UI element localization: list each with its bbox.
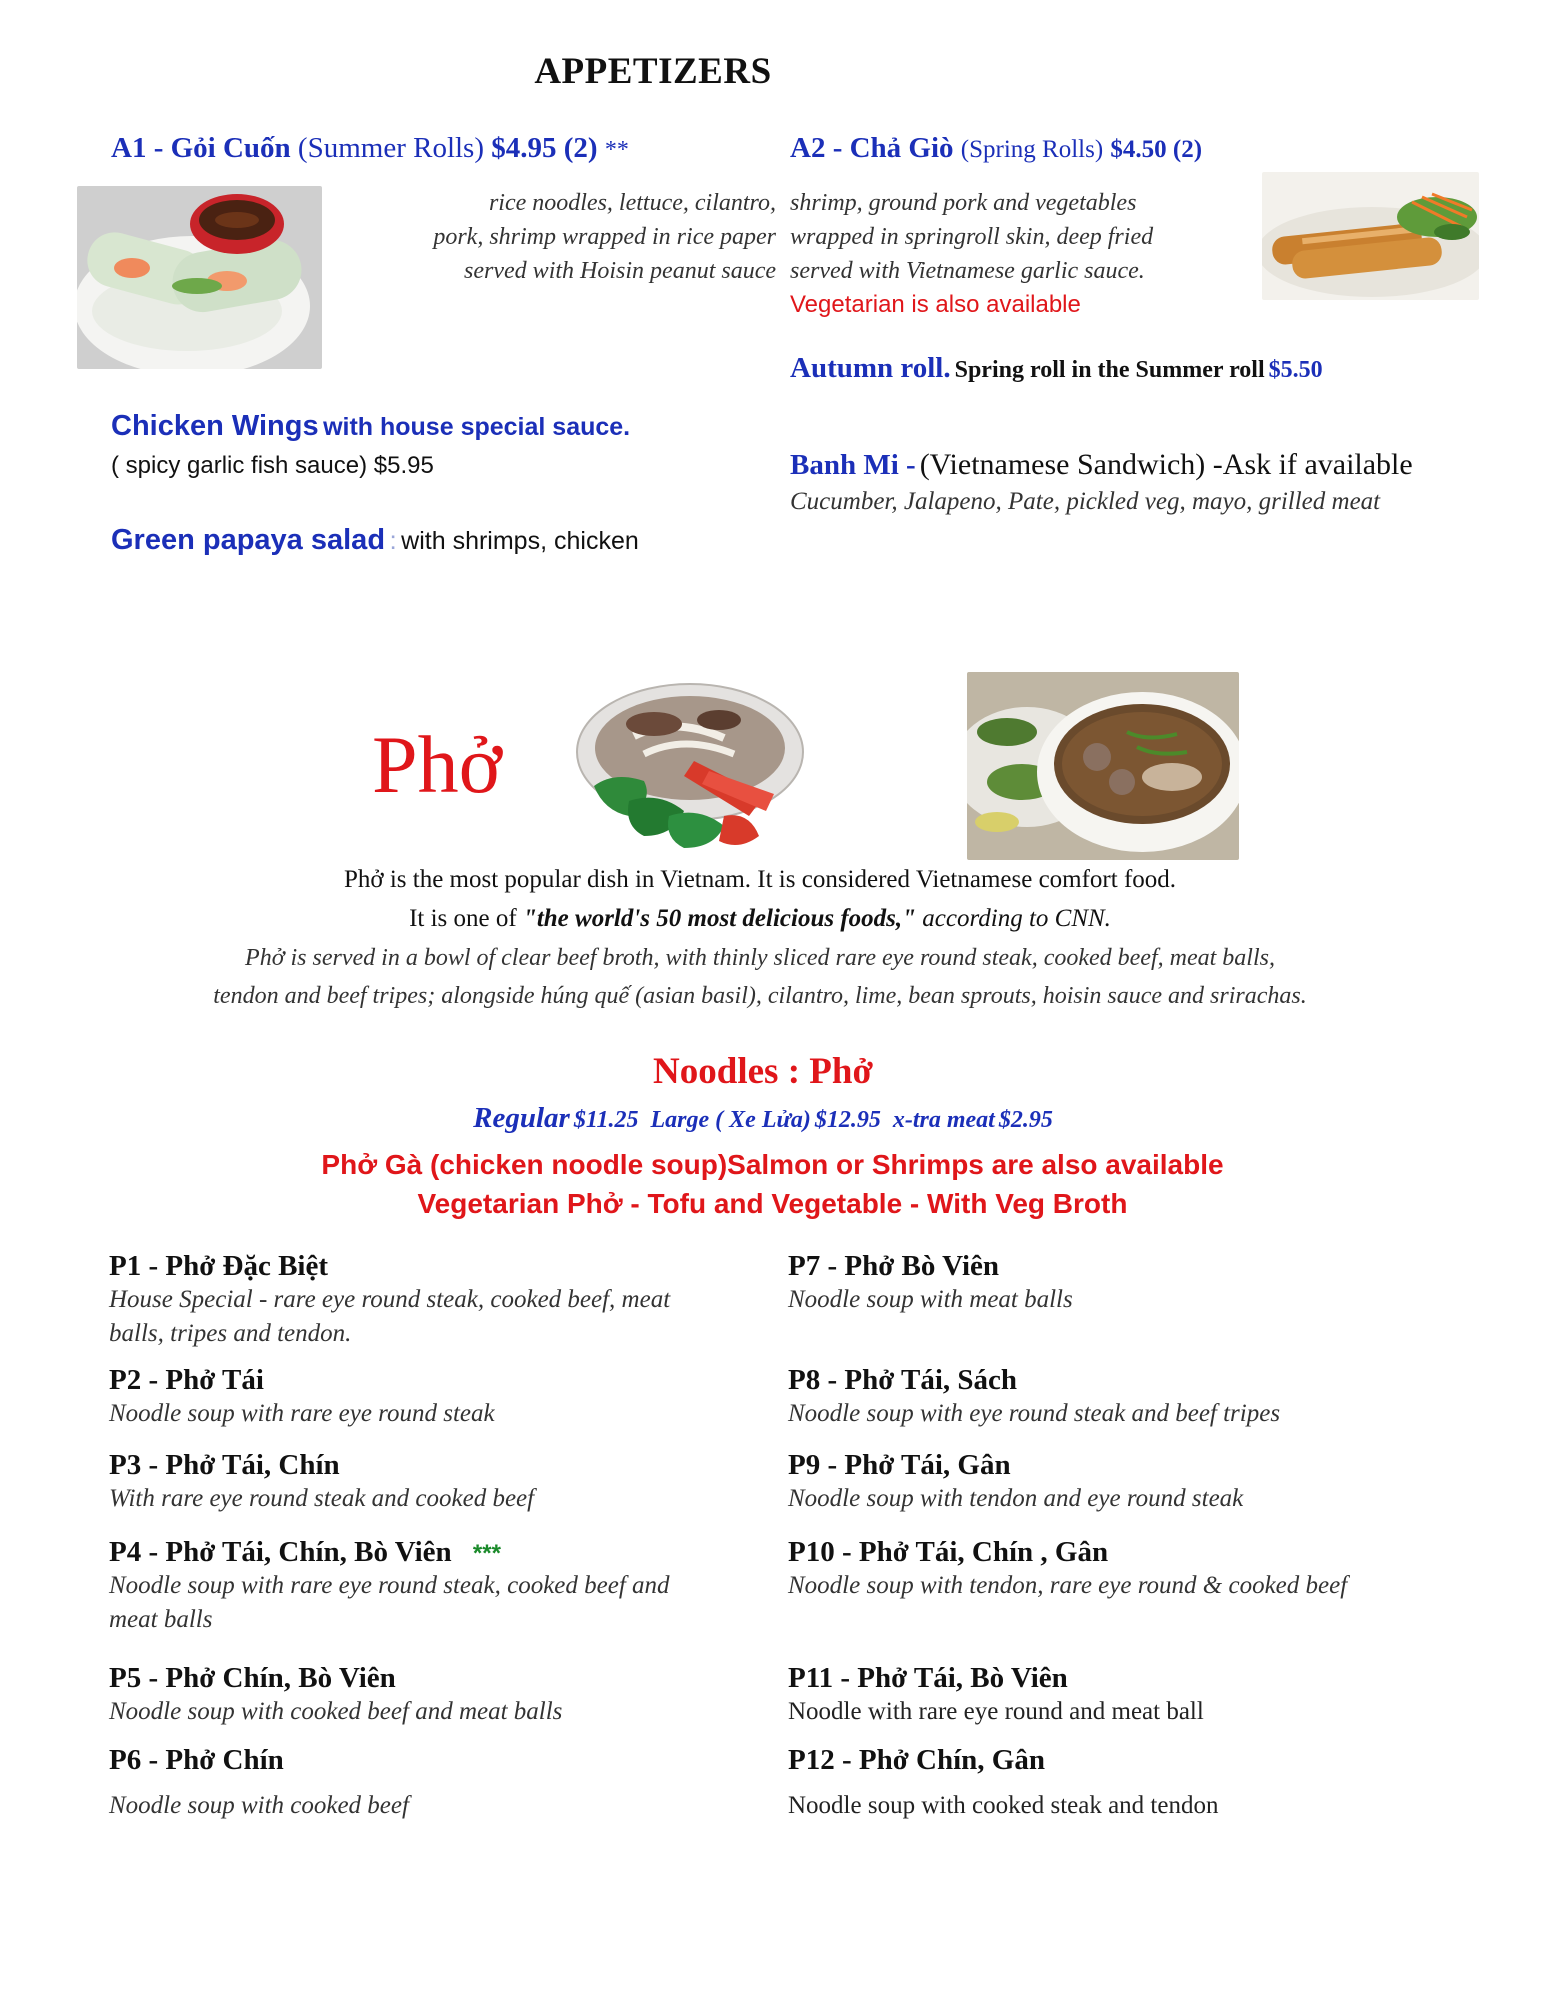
regular-label: Regular — [473, 1102, 570, 1134]
pho-intro-line-3: Phở is served in a bowl of clear beef broth, with thinly sliced rare eye round steak, cooked beef, meat balls, — [245, 945, 1275, 971]
menu-item-title: P7 - Phở Bò Viên — [788, 1250, 1000, 1282]
menu-item-p10 — [788, 1536, 1508, 1603]
menu-item-desc: Noodle soup with rare eye round steak, cooked beef and — [109, 1572, 670, 1599]
menu-item-title: P10 - Phở Tái, Chín , Gân — [788, 1536, 1109, 1568]
menu-item-p3 — [109, 1449, 749, 1516]
menu-item-desc: Noodle with rare eye round and meat ball — [788, 1698, 1204, 1725]
a1-desc-line: rice noodles, lettuce, cilantro, — [488, 190, 776, 216]
large-label: Large ( Xe Lửa) — [650, 1107, 811, 1133]
pho-intro-line-1: Phở is the most popular dish in Vietnam. It is considered Vietnamese comfort food. — [343, 866, 1177, 893]
menu-item-desc: Noodle soup with cooked steak and tendon — [788, 1792, 1219, 1819]
menu-item-title-text: P4 - Phở Tái, Chín, Bò Viên — [109, 1536, 452, 1568]
pho-intro-2-pre: It is one of — [409, 905, 517, 932]
menu-item-p5 — [109, 1662, 749, 1729]
summer-rolls-photo — [77, 186, 322, 369]
pho-intro-line-4: tendon and beef tripes; alongside húng quế (asian basil), cilantro, lime, bean sprouts, hoisin sauce and srirachas. — [213, 983, 1307, 1009]
chicken-wings-sauce: with house special sauce. — [323, 413, 631, 441]
spring-rolls-photo — [1262, 172, 1479, 300]
menu-item-title: P9 - Phở Tái, Gân — [788, 1449, 1011, 1481]
pho-heading: Phở — [372, 719, 502, 810]
menu-item-title: P11 - Phở Tái, Bò Viên — [788, 1662, 1068, 1694]
menu-item-desc: House Special - rare eye round steak, cooked beef, meat — [109, 1286, 671, 1313]
menu-item-p8 — [788, 1364, 1508, 1431]
regular-price: $11.25 — [573, 1107, 639, 1133]
pho-illustration — [574, 676, 806, 854]
menu-item-p4 — [109, 1536, 749, 1637]
pho-ga-note: Phở Gà (chicken noodle soup)Salmon or Shrimps are also available — [321, 1149, 1224, 1180]
a1-desc-line: pork, shrimp wrapped in rice paper — [433, 224, 776, 250]
menu-item-desc: meat balls — [109, 1606, 213, 1633]
banh-mi-name: Banh Mi - — [790, 449, 916, 481]
pho-pricing — [0, 1102, 1526, 1135]
menu-item-desc: Noodle soup with rare eye round steak — [109, 1400, 495, 1427]
menu-item-title: P3 - Phở Tái, Chín — [109, 1449, 340, 1481]
banh-mi-item — [790, 448, 1413, 482]
a1-code: A1 - Gỏi Cuốn — [111, 132, 291, 164]
menu-item-title: P12 - Phở Chín, Gân — [788, 1744, 1045, 1776]
menu-item-title: P6 - Phở Chín — [109, 1744, 284, 1776]
a2-description — [790, 186, 1153, 288]
menu-item-desc: Noodle soup with tendon, rare eye round & cooked beef — [788, 1572, 1348, 1599]
autumn-roll-item — [790, 352, 1323, 385]
papaya-salad-item — [111, 524, 639, 557]
a2-name: (Spring Rolls) — [960, 136, 1104, 163]
papaya-salad-sep: : — [389, 525, 397, 555]
a2-vegetarian-note: Vegetarian is also available — [790, 291, 1081, 318]
a2-desc-line: shrimp, ground pork and vegetables — [790, 190, 1137, 216]
a2-desc-line: wrapped in springroll skin, deep fried — [790, 224, 1154, 250]
chicken-wings-name: Chicken Wings — [111, 410, 319, 442]
star-rating: *** — [472, 1540, 501, 1567]
autumn-roll-name: Autumn roll. — [790, 352, 951, 384]
a1-price: $4.95 (2) — [491, 132, 598, 164]
menu-item-desc: Noodle soup with cooked beef and meat balls — [109, 1698, 563, 1725]
papaya-salad-desc: with shrimps, chicken — [401, 527, 639, 555]
pho-intro-2-quote: "the world's 50 most delicious foods," — [522, 905, 917, 932]
vegetarian-pho-note: Vegetarian Phở - Tofu and Vegetable - With Veg Broth — [417, 1188, 1128, 1219]
banh-mi-desc: Cucumber, Jalapeno, Pate, pickled veg, mayo, grilled meat — [790, 488, 1381, 515]
a2-price: $4.50 (2) — [1110, 136, 1203, 163]
menu-item-desc: Noodle soup with eye round steak and beef tripes — [788, 1400, 1281, 1427]
menu-item-p11 — [788, 1662, 1508, 1729]
menu-item-desc: Noodle soup with tendon and eye round steak — [788, 1485, 1244, 1512]
menu-item-p1 — [109, 1250, 749, 1351]
menu-item-title: P5 - Phở Chín, Bò Viên — [109, 1662, 396, 1694]
a1-desc-line: served with Hoisin peanut sauce — [464, 258, 776, 284]
a1-stars: ** — [604, 137, 629, 163]
extra-meat-price: $2.95 — [998, 1107, 1053, 1133]
menu-item-p9 — [788, 1449, 1508, 1516]
menu-item-title: P2 - Phở Tái — [109, 1364, 264, 1396]
chicken-wings-desc: ( spicy garlic fish sauce) $5.95 — [111, 452, 434, 479]
page-title: APPETIZERS — [534, 51, 772, 92]
menu-item-p7 — [788, 1250, 1508, 1317]
menu-item-p12 — [788, 1744, 1508, 1823]
menu-item-title: P1 - Phở Đặc Biệt — [109, 1250, 329, 1282]
pho-bowl-photo — [967, 672, 1239, 860]
menu-item-desc: Noodle soup with meat balls — [788, 1286, 1073, 1313]
banh-mi-sub: (Vietnamese Sandwich) -Ask if available — [919, 448, 1413, 481]
pho-intro-2-post: according to CNN. — [922, 905, 1111, 932]
menu-item-desc: Noodle soup with cooked beef — [109, 1792, 409, 1819]
menu-item-desc: With rare eye round steak and cooked beef — [109, 1485, 535, 1512]
menu-item-desc: balls, tripes and tendon. — [109, 1320, 352, 1347]
extra-meat-label: x-tra meat — [892, 1107, 995, 1133]
papaya-salad-name: Green papaya salad — [111, 524, 386, 556]
autumn-roll-price: $5.50 — [1268, 357, 1323, 383]
noodles-title: Noodles : Phở — [653, 1051, 873, 1092]
autumn-roll-desc: Spring roll in the Summer roll — [954, 357, 1265, 383]
a2-code: A2 - Chả Giò — [790, 132, 954, 164]
a2-desc-line: served with Vietnamese garlic sauce. — [790, 258, 1145, 284]
pho-intro-line-2 — [0, 905, 1520, 933]
chicken-wings-item — [111, 410, 630, 443]
menu-item-title — [109, 1536, 749, 1569]
menu-item-p2 — [109, 1364, 749, 1431]
a1-heading — [111, 132, 629, 165]
a1-name: (Summer Rolls) — [297, 132, 485, 164]
a2-heading — [790, 132, 1202, 165]
a1-description — [396, 186, 776, 288]
menu-item-p6 — [109, 1744, 749, 1823]
menu-item-title: P8 - Phở Tái, Sách — [788, 1364, 1018, 1396]
large-price: $12.95 — [814, 1107, 881, 1133]
